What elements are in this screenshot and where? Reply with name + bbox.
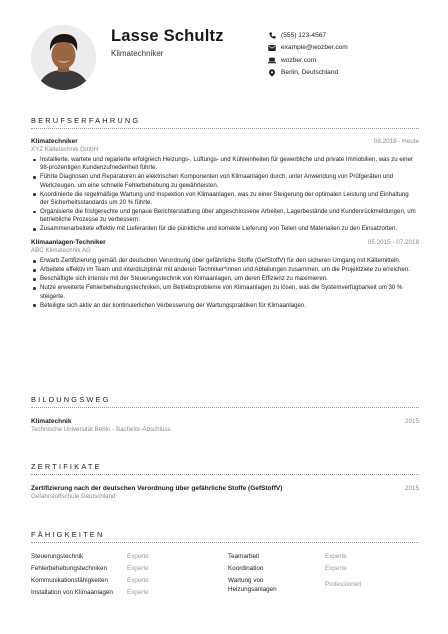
job-date: 08.2018 - Heute (373, 138, 419, 145)
job-bullets (31, 156, 419, 233)
job-entry (31, 138, 419, 233)
skill-name: Wartung von Heizungsanlagen (228, 577, 277, 593)
section-divider (31, 474, 419, 475)
education-year: 2015 (404, 418, 419, 425)
location-pin-icon (268, 69, 276, 77)
contact-website-text: wozber.com (281, 56, 317, 64)
job-bullet: Installierte, wartete und reparierte erfolgreich Heizungs-, Lüftungs- und Kühleinheiten für gewerbliche und private Immobilien, was zu einer 98-prozentigen Kundenzufriedenheit führte. (31, 156, 419, 173)
section-divider (31, 407, 419, 408)
profile-photo (31, 25, 96, 90)
job-bullet: Führte Diagnosen und Reparaturen an elektrischen Komponenten von Klimaanlagen durch, unter Anwendung von Prüfgeräten und Werkzeugen, um eine schnelle Fehlerbehebung zu gewährleisten. (31, 173, 419, 190)
job-bullet: Arbeitete effektiv im Team und interdisziplinär mit anderen Techniker*innen und Abteilungen zusammen, um die Projektziele zu erreichen. (31, 266, 419, 274)
skill-name: Teamarbeit (228, 553, 260, 560)
person-title: Klimatechniker (111, 49, 164, 58)
contact-email[interactable] (268, 42, 348, 55)
skills-grid (31, 553, 419, 613)
section-title-experience: BERUFSERFAHRUNG (31, 116, 141, 125)
section-divider (31, 542, 419, 543)
education-school: Technische Universität Berlin - Bachelor-Abschluss (31, 426, 171, 433)
job-bullet: Beteiligte sich aktiv an der kontinuierlichen Verbesserung der Wartungspraktiken für Klimaanlagen. (31, 302, 419, 310)
person-name: Lasse Schultz (111, 27, 224, 45)
certificate-name: Zertifizierung nach der deutschen Verordnung über gefährliche Stoffe (GefStoffV) (31, 485, 283, 492)
job-company: ABC Klimatechnik AG (31, 247, 91, 255)
certificate-year: 2015 (404, 485, 419, 492)
job-date: 05.2015 - 07.2018 (367, 239, 419, 247)
skill-name: Installation von Klimaanlagen (31, 589, 113, 596)
contact-phone[interactable] (268, 29, 348, 42)
envelope-icon (268, 44, 276, 52)
skill-level: Experte (127, 565, 149, 572)
job-bullet: Nutze erweiterte Fehlerbehebungstechniken, um Betriebsprobleme von Klimaanlagen zu lösen, was die Systemverfügbarkeit um 30 % steigerte. (31, 284, 419, 301)
skill-level: Professionell (325, 581, 362, 588)
resume-header (0, 0, 448, 106)
contact-location (268, 67, 348, 80)
job-company: XYZ Kältetechnik GmbH (31, 146, 99, 153)
certificate-issuer: Gefahrstoffschule Deutschland (31, 493, 116, 500)
job-bullet: Organisierte die fristgerechte und genaue Berichterstattung über abgeschlossene Arbeiten, Lagerbestände und Kundenrückmeldungen, um betriebliche Prozesse zu verbessern. (31, 208, 419, 225)
section-title-education: BILDUNGSWEG (31, 395, 111, 404)
skill-name: Kommunikationsfähigkeiten (31, 577, 109, 584)
contact-website[interactable] (268, 54, 348, 67)
job-bullet: Koordinierte die regelmäßige Wartung und Inspektion von Klimaanlagen, was zu einer Steigerung der optimalen Leistung und Einhaltung der Sicherheitsstandards um 20 % führte. (31, 191, 419, 208)
skill-name: Steuerungstechnik (31, 553, 84, 560)
skill-level: Experte (127, 577, 149, 584)
job-bullets (31, 257, 419, 310)
job-entry (31, 239, 419, 310)
skill-level: Experte (325, 553, 347, 560)
education-section (31, 395, 419, 433)
skill-name: Fehlerbehebungstechniken (31, 565, 107, 572)
section-divider (31, 128, 419, 129)
education-entry (31, 418, 419, 433)
avatar (31, 25, 96, 90)
skill-level: Experte (127, 553, 149, 560)
experience-section (31, 116, 419, 311)
contact-phone-text: (555) 123-4567 (281, 31, 327, 39)
skills-section (31, 530, 419, 613)
skill-name: Koordination (228, 565, 264, 572)
skill-level: Experte (127, 589, 149, 596)
section-title-certificates: ZERTIFIKATE (31, 462, 102, 471)
job-title: Klimaanlagen-Techniker (31, 239, 106, 247)
contact-list (268, 29, 348, 79)
contact-location-text: Berlin, Deutschland (281, 69, 339, 77)
laptop-icon (268, 56, 276, 64)
job-bullet: Zusammenarbeitete effektiv mit Lieferanten für die pünktliche und korrekte Lieferung von Teilen und Materialien zu den Einsatzorten. (31, 225, 419, 233)
skill-level: Experte (325, 565, 347, 572)
job-bullet: Erwarb Zertifizierung gemäß der deutschen Verordnung über gefährliche Stoffe (GefStoffV) für den sicheren Umgang mit Kältemitteln. (31, 257, 419, 265)
certificate-entry (31, 485, 419, 500)
education-degree: Klimatechnik (31, 418, 72, 425)
job-title: Klimatechniker (31, 138, 78, 145)
contact-email-text: example@wozber.com (281, 44, 348, 52)
section-title-skills: FÄHIGKEITEN (31, 530, 105, 539)
job-bullet: Beschäftigte sich intensiv mit der Steuerungstechnik von Klimaanlagen, um deren Effizienz zu maximieren. (31, 275, 419, 283)
phone-icon (268, 31, 276, 39)
certificates-section (31, 462, 419, 500)
